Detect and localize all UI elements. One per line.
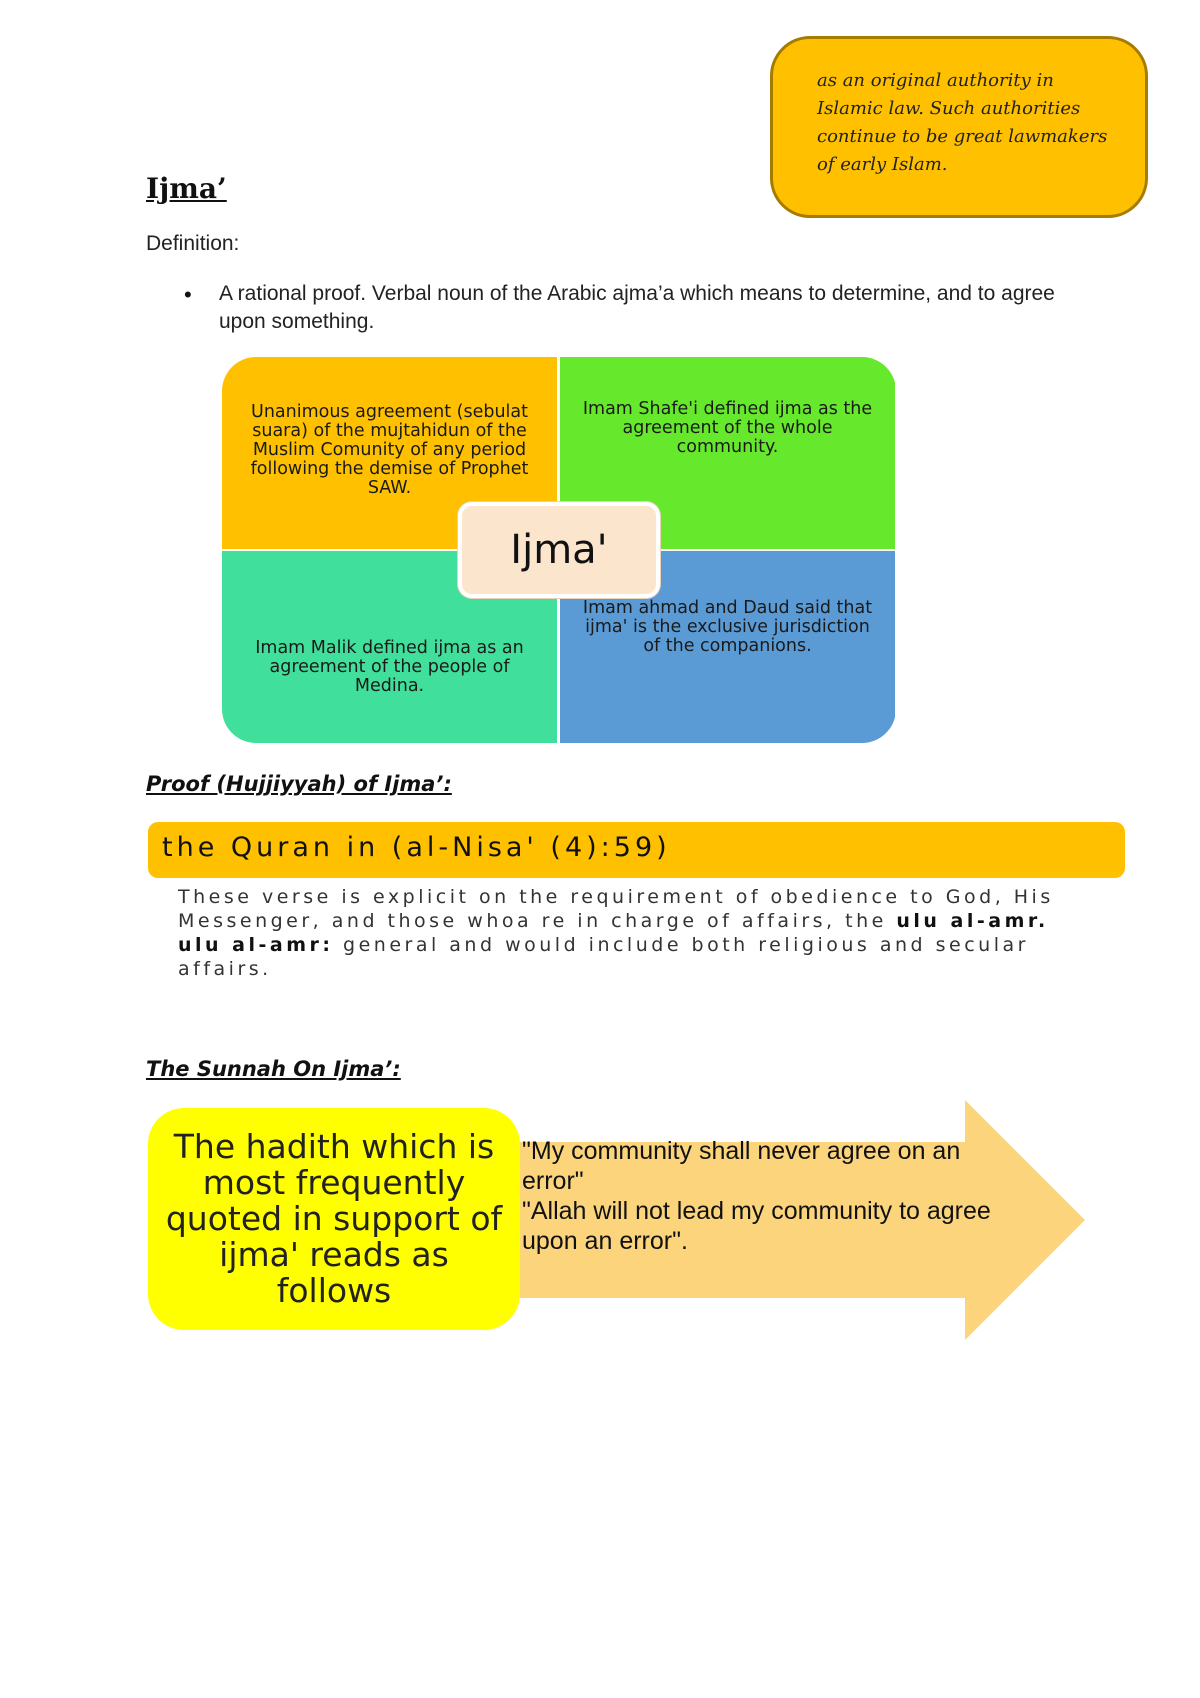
definition-text: A rational proof. Verbal noun of the Arabic ajma’a which means to determine, and to agree upon something. — [219, 282, 1055, 333]
quran-bar — [148, 822, 1125, 878]
quran-title: the Quran in (al-Nisa' (4):59) — [162, 832, 671, 863]
hadith-box: The hadith which is most frequently quoted in support of ijma' reads as follows — [148, 1108, 520, 1330]
proof-heading: Proof (Hujjiyyah) of Ijma’: — [146, 772, 452, 796]
hadith-quote-2: "Allah will not lead my community to agree upon an error". — [522, 1197, 991, 1255]
matrix-bottom-left-text: Imam Malik defined ijma as an agreement of the people of Medina. — [255, 637, 524, 696]
quran-body-bold-2: ulu al-amr: — [178, 934, 334, 956]
definition-label: Definition: — [146, 232, 240, 255]
bullet-icon: • — [184, 282, 192, 307]
matrix-top-left-text: Unanimous agreement (sebulat suara) of the mujtahidun of the Muslim Comunity of any period following the demise of Prophet SAW. — [250, 401, 529, 498]
callout-text: as an original authority in Islamic law. Such authorities continue to be great lawmakers of early Islam. — [817, 70, 1108, 175]
quran-body-text-1: These verse is explicit on the requirement of obedience to God, His Messenger, and those whoa re in charge of affairs, the — [178, 886, 1054, 932]
page-title: Ijma’ — [146, 172, 227, 205]
quran-body-bold-1: ulu al-amr. — [896, 910, 1049, 932]
quran-body — [178, 885, 1118, 981]
hadith-quotes — [522, 1136, 992, 1256]
matrix-center: Ijma' — [458, 502, 660, 598]
matrix-top-right-text: Imam Shafe'i defined ijma as the agreement of the whole community. — [582, 398, 873, 457]
matrix-bottom-right-text: Imam ahmad and Daud said that ijma' is the exclusive jurisdiction of the companions. — [582, 597, 873, 656]
quran-body-text-2: general and would include both religious and secular affairs. — [178, 934, 1029, 980]
sunnah-heading: The Sunnah On Ijma’: — [146, 1057, 401, 1081]
hadith-quote-1: "My community shall never agree on an error" — [522, 1137, 961, 1195]
callout-box — [770, 36, 1148, 218]
